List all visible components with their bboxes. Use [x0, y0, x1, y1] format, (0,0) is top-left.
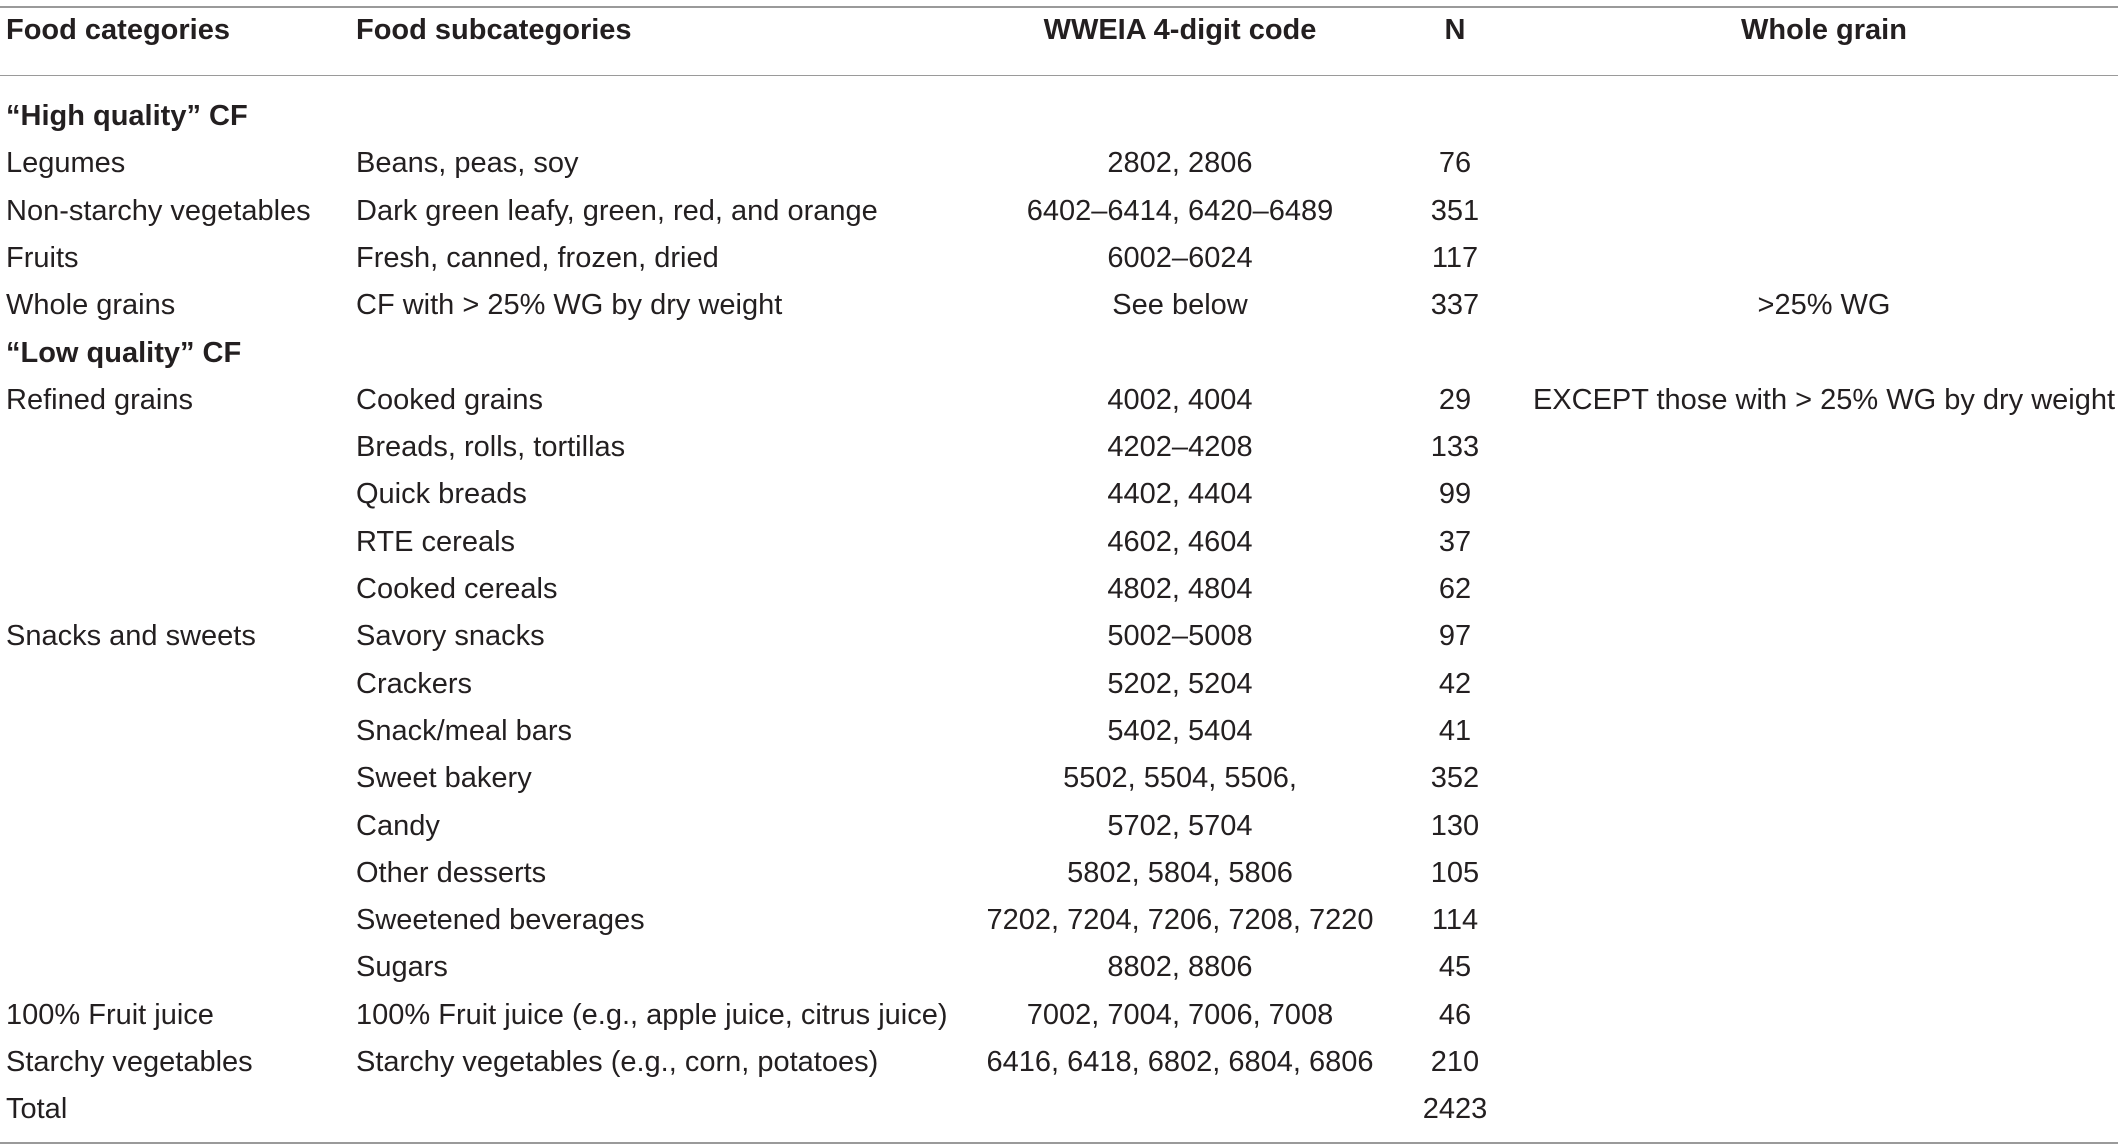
cell-n: 46 [1438, 998, 1472, 1031]
cell-food-subcategory: Cooked grains [356, 383, 543, 416]
cell-wweia-code: 5502, 5504, 5506, [1063, 762, 1297, 795]
cell-food-category [6, 897, 346, 944]
cell-whole-grain [1530, 708, 2118, 755]
cell-wweia-code: 2802, 2806 [1107, 147, 1253, 180]
cell-food-category [6, 708, 346, 755]
table-header-rule [0, 75, 2118, 76]
cell-wweia-code: 7202, 7204, 7206, 7208, 7220 [986, 904, 1374, 937]
cell-food-category [6, 519, 346, 566]
section-label: “High quality” CF [6, 100, 248, 132]
cell-food-subcategory: Breads, rolls, tortillas [356, 431, 626, 464]
cell-wweia-code: 5002–5008 [1107, 620, 1253, 653]
cell-whole-grain [1530, 424, 2118, 471]
cell-n: 37 [1438, 525, 1472, 558]
cell-food-category [6, 424, 346, 471]
table-bottom-rule [0, 1142, 2118, 1144]
table-row [0, 1039, 2118, 1086]
table-row [0, 755, 2118, 802]
cell-food-subcategory: Dark green leafy, green, red, and orange [356, 194, 878, 227]
cell-whole-grain [1530, 471, 2118, 518]
cell-food-subcategory: Savory snacks [356, 620, 545, 653]
total-label: Total [6, 1093, 68, 1126]
cell-food-category: 100% Fruit juice [6, 998, 214, 1031]
cell-whole-grain [1530, 188, 2118, 235]
cell-food-category: Whole grains [6, 289, 176, 322]
cell-food-category [6, 566, 346, 613]
header-food-subcategories: Food subcategories [356, 14, 632, 46]
cell-wweia-code: 5802, 5804, 5806 [1067, 856, 1293, 889]
cell-food-subcategory: Beans, peas, soy [356, 147, 579, 180]
cell-food-subcategory: RTE cereals [356, 525, 516, 558]
cell-n: 117 [1431, 241, 1479, 274]
cell-n: 42 [1438, 667, 1472, 700]
cell-n: 45 [1438, 951, 1472, 984]
cell-n: 105 [1430, 856, 1480, 889]
table-header-row [0, 7, 2118, 54]
cell-food-category: Starchy vegetables [6, 1046, 253, 1078]
table-row [0, 708, 2118, 755]
cell-food-category [6, 471, 346, 518]
cell-n: 133 [1430, 431, 1480, 464]
section-header-row [0, 330, 2118, 377]
cell-food-subcategory: Sweet bakery [356, 762, 532, 795]
cell-wweia-code: 5702, 5704 [1107, 809, 1253, 842]
table-row [0, 850, 2118, 897]
table-row [0, 661, 2118, 708]
cell-n: 41 [1438, 714, 1472, 747]
cell-n: 62 [1438, 573, 1472, 605]
cell-n: 351 [1430, 194, 1480, 227]
cell-wweia-code: 4802, 4804 [1107, 573, 1253, 605]
cell-wweia-code: 6002–6024 [1107, 241, 1253, 274]
table-row [0, 282, 2118, 329]
cell-wweia-code: See below [1112, 289, 1248, 322]
cell-food-subcategory: CF with > 25% WG by dry weight [356, 289, 783, 322]
cell-n: 352 [1430, 762, 1480, 795]
cell-food-subcategory: Starchy vegetables (e.g., corn, potatoes) [356, 1046, 879, 1078]
table-row [0, 566, 2118, 613]
total-n: 2423 [1422, 1093, 1488, 1126]
cell-whole-grain [1530, 755, 2118, 802]
cell-n: 210 [1430, 1046, 1480, 1078]
cell-n: 29 [1438, 383, 1472, 416]
cell-whole-grain [1530, 661, 2118, 708]
table-row [0, 613, 2118, 660]
header-n: N [1444, 14, 1466, 46]
cell-food-category: Refined grains [6, 383, 193, 416]
cell-n: 97 [1438, 620, 1472, 653]
cell-wweia-code: 4602, 4604 [1107, 525, 1253, 558]
cell-food-category [6, 803, 346, 850]
cell-wweia-code: 4202–4208 [1107, 431, 1253, 464]
cell-n: 130 [1430, 809, 1480, 842]
cell-food-subcategory: 100% Fruit juice (e.g., apple juice, citrus juice) [356, 998, 948, 1031]
table-row [0, 377, 2118, 424]
cell-food-subcategory: Sugars [356, 951, 448, 984]
cell-whole-grain [1530, 519, 2118, 566]
cell-whole-grain [1530, 566, 2118, 613]
header-wweia-code: WWEIA 4-digit code [1043, 14, 1317, 46]
cell-whole-grain [1530, 992, 2118, 1039]
cell-n: 76 [1438, 147, 1472, 180]
table-row [0, 992, 2118, 1039]
section-header-row [0, 93, 2118, 140]
cell-whole-grain [1530, 613, 2118, 660]
cell-whole-grain [1530, 850, 2118, 897]
cell-food-subcategory: Fresh, canned, frozen, dried [356, 241, 719, 274]
cell-whole-grain [1530, 897, 2118, 944]
header-whole-grain: Whole grain [1741, 14, 1907, 46]
cell-wweia-code: 4402, 4404 [1107, 478, 1253, 511]
cell-wweia-code: 4002, 4004 [1107, 383, 1253, 416]
cell-food-subcategory: Snack/meal bars [356, 714, 572, 747]
cell-whole-grain [1530, 140, 2118, 187]
table-row [0, 519, 2118, 566]
table-row [0, 235, 2118, 282]
cell-whole-grain [1530, 235, 2118, 282]
table-row [0, 140, 2118, 187]
cell-wweia-code: 8802, 8806 [1107, 951, 1253, 984]
header-food-categories: Food categories [6, 14, 230, 46]
cell-food-subcategory: Sweetened beverages [356, 904, 645, 937]
total-row [0, 1086, 2118, 1133]
cell-food-subcategory: Crackers [356, 667, 473, 700]
table-row [0, 803, 2118, 850]
cell-whole-grain [1530, 803, 2118, 850]
cell-n: 337 [1430, 289, 1480, 322]
cell-wweia-code: 6416, 6418, 6802, 6804, 6806 [986, 1046, 1374, 1078]
cell-food-category: Snacks and sweets [6, 620, 256, 653]
cell-food-category: Legumes [6, 147, 126, 180]
table-row [0, 188, 2118, 235]
cell-food-category [6, 661, 346, 708]
cell-whole-grain [1530, 1039, 2118, 1086]
table-row [0, 424, 2118, 471]
table-row [0, 944, 2118, 991]
cell-food-category [6, 850, 346, 897]
cell-food-category: Fruits [6, 241, 79, 274]
cell-n: 114 [1431, 904, 1479, 937]
cell-food-category [6, 944, 346, 991]
cell-food-subcategory: Other desserts [356, 856, 547, 889]
cell-whole-grain: >25% WG [1757, 289, 1891, 322]
cell-food-subcategory: Candy [356, 809, 440, 842]
table-row [0, 471, 2118, 518]
cell-food-category [6, 755, 346, 802]
section-label: “Low quality” CF [6, 336, 242, 369]
cell-food-subcategory: Cooked cereals [356, 573, 558, 605]
cell-food-category: Non-starchy vegetables [6, 194, 311, 227]
table-row [0, 897, 2118, 944]
cell-whole-grain [1530, 944, 2118, 991]
cell-whole-grain: EXCEPT those with > 25% WG by dry weight [1532, 383, 2116, 416]
cell-wweia-code: 5402, 5404 [1107, 714, 1253, 747]
cell-n: 99 [1438, 478, 1472, 511]
cell-wweia-code: 5202, 5204 [1107, 667, 1253, 700]
cell-wweia-code: 7002, 7004, 7006, 7008 [1026, 998, 1334, 1031]
cell-food-subcategory: Quick breads [356, 478, 527, 511]
cell-wweia-code: 6402–6414, 6420–6489 [1026, 194, 1334, 227]
